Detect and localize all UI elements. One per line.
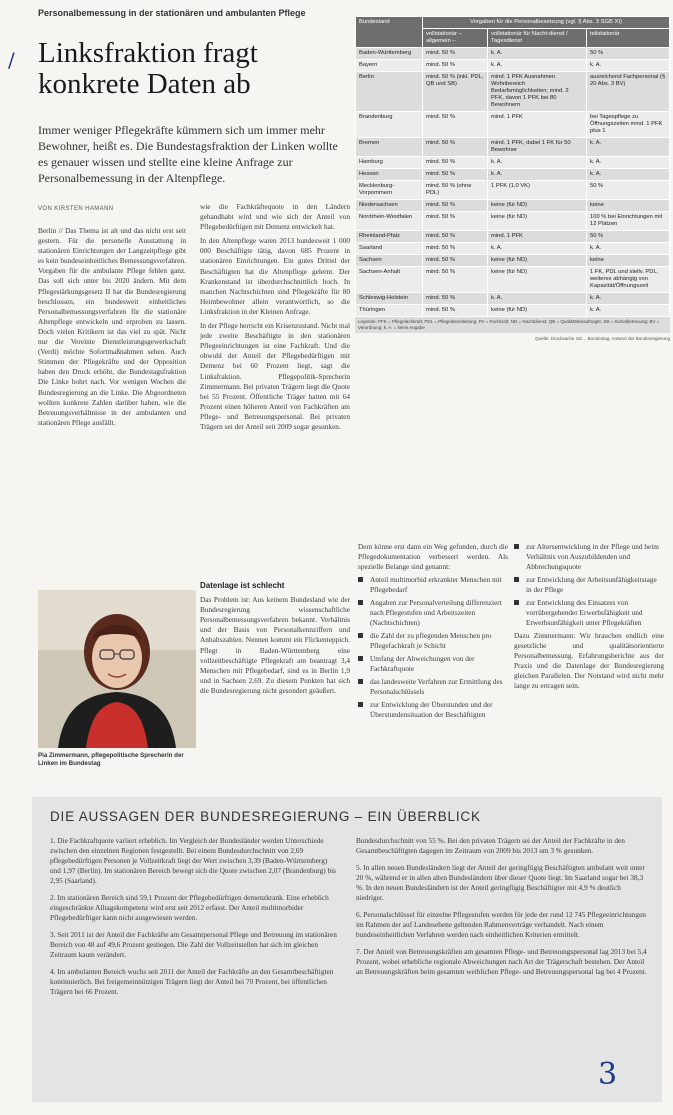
table-cell-vollstationaer: mind. 50 % (423, 157, 488, 169)
table-row (356, 243, 670, 255)
table-cell-nachtdienst: k. A. (488, 157, 587, 169)
headline-line-2: konkrete Daten ab (38, 68, 251, 100)
table-cell-teilstationaer: k. A. (587, 169, 670, 181)
overview-item: 1. Die Fachkraftquote variiert erheblich. Im Vergleich der Bundesländer werden Unterschiede zwischen den einzelnen Regionen festgestellt. Bei einem Bundesdurchschnitt von 2,69 pflegebedürftigen Personen je Vollzeitkraft liegt der Wert zwischen 3,39 (Baden-Württemberg) und 1,97 (Berlin). Im stationären Bereich bewegt sich die Quote zwischen 2,07 (Brandenburg) bis 2,95 (Saarland). (50, 836, 336, 885)
table-legend: Legende: PFK = Pflegefachkraft; PDL = Pflegedienstleitung; FK = Fachkraft; ND = Nachtdienst; QB = Qualitätsbeauftragte; SB = Sozialbetreuung; BV = Verordnung; k. A. = keine Angabe (355, 317, 670, 333)
table-cell-land: Rheinland-Pfalz (356, 231, 423, 243)
lead-paragraph: Immer weniger Pflegekräfte kümmern sich um immer mehr Bewohner, heißt es. Die Bundestagsfraktion der Linken wollte es genauer wissen und stellte eine kleine Anfrage zur Personalbemessung in der Altenpflege. (38, 123, 338, 185)
overview-item: 2. Im stationären Bereich sind 59,1 Prozent der Pflegebedürftigen demenzkrank. Eine erheblich eingeschränkte Alltagskompetenz wird erst seit 2012 erfasst. Der Anteil multimorbider Pflegebedürftiger kann nicht ausgewiesen werden. (50, 893, 329, 922)
table-cell-teilstationaer: ausreichend Fachpersonal (§ 20 Abs. 3 BV) (587, 72, 670, 112)
overview-column-left (50, 836, 340, 1098)
bullet-intro: Dem könne erst dann ein Weg gefunden, durch die Pflegedokumentation verbessert werden. Als spezielle Belange sind genannt: (358, 542, 508, 571)
table-cell-vollstationaer: mind. 50 % (423, 138, 488, 157)
bullet-item: die Zahl der zu pflegenden Menschen pro Pflegefachkraft je Schicht (358, 631, 508, 651)
table-cell-vollstationaer: mind. 50 % (423, 60, 488, 72)
table-row (356, 169, 670, 181)
overview-item: 6. Personalschlüssel für einzelne Pflegestufen werden für jede der rund 12 745 Pflegeeinrichtungen im Rahmen der auf Landesebene geltenden Rahmenverträge verhandelt. Nach einem bundeseinheitlichen Verfahren werden nach einheitlichen Kriterien ermittelt. (356, 910, 646, 939)
table-cell-teilstationaer: k. A. (587, 293, 670, 305)
table-row (356, 255, 670, 267)
table-cell-vollstationaer: mind. 50 % (ohne PDL) (423, 181, 488, 200)
rubric: Personalbemessung in der stationären und ambulanten Pflege (38, 8, 306, 18)
table-cell-nachtdienst: k. A. (488, 293, 587, 305)
bullet-item: Anteil multimorbid erkrankter Menschen mit Pflegebedarf (358, 575, 508, 595)
table-cell-nachtdienst: keine (für ND) (488, 267, 587, 293)
table-cell-nachtdienst: keine (für ND) (488, 305, 587, 317)
table-cell-nachtdienst: mind. 1 PFK, dabei 1 FK für 50 Bewohner (488, 138, 587, 157)
table-cell-teilstationaer: k. A. (587, 243, 670, 255)
table-cell-nachtdienst: k. A. (488, 48, 587, 60)
table-header-col2: vollstationär für Nacht-dienst / Tagesdienst (488, 29, 587, 48)
table-cell-vollstationaer: mind. 50 % (423, 200, 488, 212)
article-text: In der Pflege herrscht ein Krisenzustand. Nicht mal jede zweite Beschäftigte in den stationären Pflegeeinrichtungen ist eine Fachkraft. Und die obwohl der Anteil der Pflegebedürftigen mit Demenz bei 60 Prozent liegt, sagt die Linksfraktion. Pflegepolitik-Sprecherin Zimmermann. Bei privaten Trägern liegt die Quote bei 55 Prozent. Öffentliche Träger hatten mit 64 Prozent einen höheren Anteil von Fachkräften am Pflege- und Betreuungspersonal. Bei privaten Trägern sei der Anteil seit 2009 sogar gesunken. (200, 321, 350, 431)
table-row (356, 157, 670, 169)
bullet-item: Angaben zur Personalverteilung differenziert nach Pflegestufen und Arbeitszeiten (Nachtschichten) (358, 598, 508, 628)
article-text: wie die Fachkräftequote in den Ländern gehandhabt wird und wie sich der Anteil von Pflegebedürftigen mit Demenz entwickelt hat. (200, 202, 350, 232)
handwritten-mark: / (8, 48, 15, 72)
table-cell-vollstationaer: mind. 50 % (423, 169, 488, 181)
table-header-land: Bundesland (356, 17, 423, 48)
table-cell-teilstationaer: 1 FK, PDL und stellv. PDL, weiteres abhängig von Kapazität/Öffnungszeit (587, 267, 670, 293)
article-column-2 (200, 202, 350, 587)
overview-item: 4. Im ambulanten Bereich wuchs seit 2011 der Anteil der Fachkräfte an den Gesamtbeschäftigten kontinuierlich. Bei freigemeinnützigen Trägern liegt der Anteil bei 70 Prozent, bei öffentlichen Trägern bei 66 Prozent. (50, 967, 334, 996)
headline-line-1: Linksfraktion fragt (38, 37, 258, 69)
table-cell-teilstationaer: k. A. (587, 157, 670, 169)
staffing-table (355, 16, 670, 341)
table-cell-land: Berlin (356, 72, 423, 112)
bullet-item: Umfang der Abweichungen von der Fachkraftquote (358, 654, 508, 674)
table-cell-vollstationaer: mind. 50 % (423, 231, 488, 243)
table-cell-nachtdienst: 1 PFK (1,0 VK) (488, 181, 587, 200)
portrait-photo (38, 590, 196, 748)
portrait-illustration (38, 590, 196, 748)
bullet-item: zur Entwicklung des Einsatzes von vorrübergehender Erwerbsfähigkeit und Erwerbsunfähigkeit unter Pflegekräften (514, 598, 664, 628)
table-cell-teilstationaer: keine (587, 255, 670, 267)
table-cell-vollstationaer: mind. 50 % (423, 267, 488, 293)
headline (38, 38, 348, 100)
table-cell-land: Hamburg (356, 157, 423, 169)
table-cell-vollstationaer: mind. 50 % (inkl. PDL, QB und SB) (423, 72, 488, 112)
table-cell-vollstationaer: mind. 50 % (423, 255, 488, 267)
table-cell-nachtdienst: keine (für ND) (488, 212, 587, 231)
table-cell-land: Baden-Württemberg (356, 48, 423, 60)
table-row (356, 181, 670, 200)
table-cell-land: Thüringen (356, 305, 423, 317)
table-cell-nachtdienst: k. A. (488, 60, 587, 72)
article-text: Das Problem ist: Aus keinem Bundesland wie der Bundesregierung wissenschaftliche Personalbemessungsverfahren bekannt. Verhältnis und der Basis von Personalkennziffern und Anhaltszahlen. Nennen kommt ein Flickenteppich. Pflegt in Baden-Württemberg eine vollzeitbeschäftigte Pflegekraft am beantragt 3,4 Menschen mit Pflegebedarf, sind es in Berlin 1,9 und in Sachsen 2,69. Zu diesem Punkten hat sich die Bundesregierung nicht gesondert geäußert. (200, 595, 350, 695)
table-cell-land: Brandenburg (356, 112, 423, 138)
table-cell-land: Niedersachsen (356, 200, 423, 212)
table-cell-land: Sachsen (356, 255, 423, 267)
table-cell-nachtdienst: k. A. (488, 169, 587, 181)
table-row (356, 267, 670, 293)
table-cell-vollstationaer: mind. 50 % (423, 243, 488, 255)
table-row (356, 212, 670, 231)
table-cell-nachtdienst: mind. 1 PFK Ausnahmen Wohnbereich Bedarfsmöglichkeiten; mind. 2 PFK, davon 1 PFK bei 80 Bewohnern (488, 72, 587, 112)
overview-item: Bundesdurchschnitt von 55 %. Bei den privaten Trägern sei der Anteil der Fachkräfte in den Gesamtbeschäftigten dagegen im Zeitraum von 2009 bis 2013 um 3 % gesunken. (356, 836, 625, 855)
table-cell-nachtdienst: mind. 1 PFK (488, 231, 587, 243)
table-cell-teilstationaer: 50 % (587, 231, 670, 243)
table-cell-vollstationaer: mind. 50 % (423, 305, 488, 317)
article-text: Dazu Zimmermann: Wir brauchen endlich eine gesetzliche und qualitätsorientierte Personalbemessung. Erfahrungsberichte aus der Praxis und die Datenlage der Bundesregierung gleichen Parallelen. Der Notstand wird nicht mehr lange zu ertragen sein. (514, 631, 664, 690)
table-cell-land: Saarland (356, 243, 423, 255)
table-row (356, 231, 670, 243)
table-cell-land: Nordrhein-Westfalen (356, 212, 423, 231)
table-row (356, 200, 670, 212)
table-source: Quelle: Drucksache 18/… Bundestag, Antwort der Bundesregierung (535, 336, 670, 341)
article-text: In den Altenpflege waren 2013 bundesweit 1 000 000 Beschäftigte tätig, davon 685 Prozent in stationären Einrichtungen. Ein gutes Drittel der Beschäftigten hat die Altenpflege gelernt. Der Krankenstand ist überdurchschnittlich hoch. In manchen Nachtschichten sind Pflegekräfte für 80 Heimbewohner allein verantwortlich, so die Linksfraktion in der Kleinen Anfrage. (200, 236, 350, 316)
bullet-column-2 (514, 542, 664, 787)
photo-caption: Pia Zimmermann, pflegepolitische Sprecherin der Linken im Bundestag (38, 752, 184, 767)
bullet-column-1 (358, 542, 508, 787)
overview-box-title: DIE AUSSAGEN DER BUNDESREGIERUNG – EIN ÜBERBLICK (50, 809, 481, 824)
table-header-col1: vollstationär – allgemein – (423, 29, 488, 48)
table-cell-land: Bremen (356, 138, 423, 157)
table-cell-nachtdienst: mind. 1 PFK (488, 112, 587, 138)
table-cell-teilstationaer: 100 % bei Einrichtungen mit 12 Plätzen (587, 212, 670, 231)
table-cell-teilstationaer: 50 % (587, 48, 670, 60)
table-row (356, 72, 670, 112)
table-cell-land: Sachsen-Anhalt (356, 267, 423, 293)
table-cell-land: Mecklenburg-Vorpommern (356, 181, 423, 200)
page-number: 3 (598, 1057, 618, 1092)
table-header-col3: teilstationär (587, 29, 670, 48)
table-row (356, 138, 670, 157)
table-cell-teilstationaer: keine (587, 200, 670, 212)
table-row (356, 293, 670, 305)
table-cell-vollstationaer: mind. 50 % (423, 212, 488, 231)
table-cell-nachtdienst: keine (für ND) (488, 200, 587, 212)
overview-item: 7. Der Anteil von Betreuungskräften am gesamten Pflege- und Betreuungspersonal lag 2013 bei 5,4 Prozent, wobei erhebliche regionale Abweichungen nach Art der Trägerschaft bestehen. Der Anteil an Betreuungskräften beim gesamten weiblichen Pflege- und Betreuungspersonal lag bei 4 Prozent. (356, 947, 647, 976)
bullet-item: zur Entwicklung der Überstunden und der Überstundensituation der Beschäftigten (358, 700, 508, 720)
table-cell-teilstationaer: k. A. (587, 138, 670, 157)
overview-item: 5. In allen neuen Bundesländern liegt der Anteil der geringfügig Beschäftigten ambulant weit unter 20 %, während er in allen alten Bundesländern über dieser Quote liegt. Im Saarland sogar bei 38,3 %. In den neuen Bundesländern ist der Anteil geringfügig Beschäftigter mit 4,9 % deutlich niedriger. (356, 863, 645, 902)
table-cell-land: Hessen (356, 169, 423, 181)
table-cell-teilstationaer: k. A. (587, 305, 670, 317)
bullet-item: zur Altersentwicklung in der Pflege und beim Verhältnis von Auszubildenden und Abbrechungsquote (514, 542, 664, 572)
article-column-1 (38, 226, 186, 576)
table-cell-teilstationaer: 50 % (587, 181, 670, 200)
article-text: Berlin // Das Thema ist alt und das nicht erst seit gestern. Für die personelle Ausstattung in stationären Einrichtungen der Langzeitpflege gibt es kein bundeseinheitliches Bemessungsverfahren. Vorgaben für die ambulante Pflege fehlen ganz. Das soll sich unter bis 2020 ändern. Mit dem Pflegestärkungsgesetz II hat die Bundesregierung beschlossen, ein bundesweit einheitliches Personalbemessungsverfahren für die stationäre Altenpflege entwickeln und erproben zu lassen. Doch vielen Kritikern ist das viel zu spät. Nicht nur die Vereinte Dienstleistungsgewerkschaft (Verdi) möchte Sofortmaßnahmen sehen. Auch Stimmen der Pflegekräfte und der Opposition haben den Druck erhöht, die Bundestagsfraktion Die Linke bohrt nach. Vor wenigen Wochen die Bundesregierung an die Linke. Die Abgeordneten wollten konkrete Zahlen darüber haben, wie die Betreuungsverhältnisse in der ambulanten und stationären Pflege ausfällt. (38, 226, 186, 427)
table-cell-land: Bayern (356, 60, 423, 72)
table-cell-teilstationaer: bei Tagespflege zu Öffnungszeiten mind. 1 PFK plus 1 (587, 112, 670, 138)
bullet-item: zur Entwicklung der Arbeitsunfähigkeitstage in der Pflege (514, 575, 664, 595)
table-cell-vollstationaer: mind. 50 % (423, 112, 488, 138)
table-cell-nachtdienst: k. A. (488, 243, 587, 255)
table-row (356, 305, 670, 317)
table-cell-nachtdienst: keine (für ND) (488, 255, 587, 267)
table-header-group: Vorgaben für die Personalbesetzung (vgl. § Abs. 3 SGB XI) (423, 17, 670, 29)
table-cell-land: Schleswig-Holstein (356, 293, 423, 305)
table-cell-vollstationaer: mind. 50 % (423, 48, 488, 60)
bullet-list (514, 542, 664, 628)
bullet-list (358, 575, 508, 720)
table-cell-vollstationaer: mind. 50 % (423, 293, 488, 305)
article-column-2-lower (200, 574, 350, 789)
bullet-item: das landesweite Verfahren zur Ermittlung des Personalschlüssels (358, 677, 508, 697)
table-row (356, 60, 670, 72)
overview-item: 3. Seit 2011 ist der Anteil der Fachkräfte am Gesamtpersonal Pflege und Betreuung im stationären Bereich von 48 auf 49,6 Prozent gestiegen. Die Zahl der Vollzeitstellen hat sich im gleichen Zeitraum kaum verändert. (50, 930, 337, 959)
table-row (356, 112, 670, 138)
byline: VON KIRSTEN HAMANN (38, 206, 114, 212)
table-row (356, 48, 670, 60)
subheading: Datenlage ist schlecht (200, 581, 285, 590)
table-cell-teilstationaer: k. A. (587, 60, 670, 72)
